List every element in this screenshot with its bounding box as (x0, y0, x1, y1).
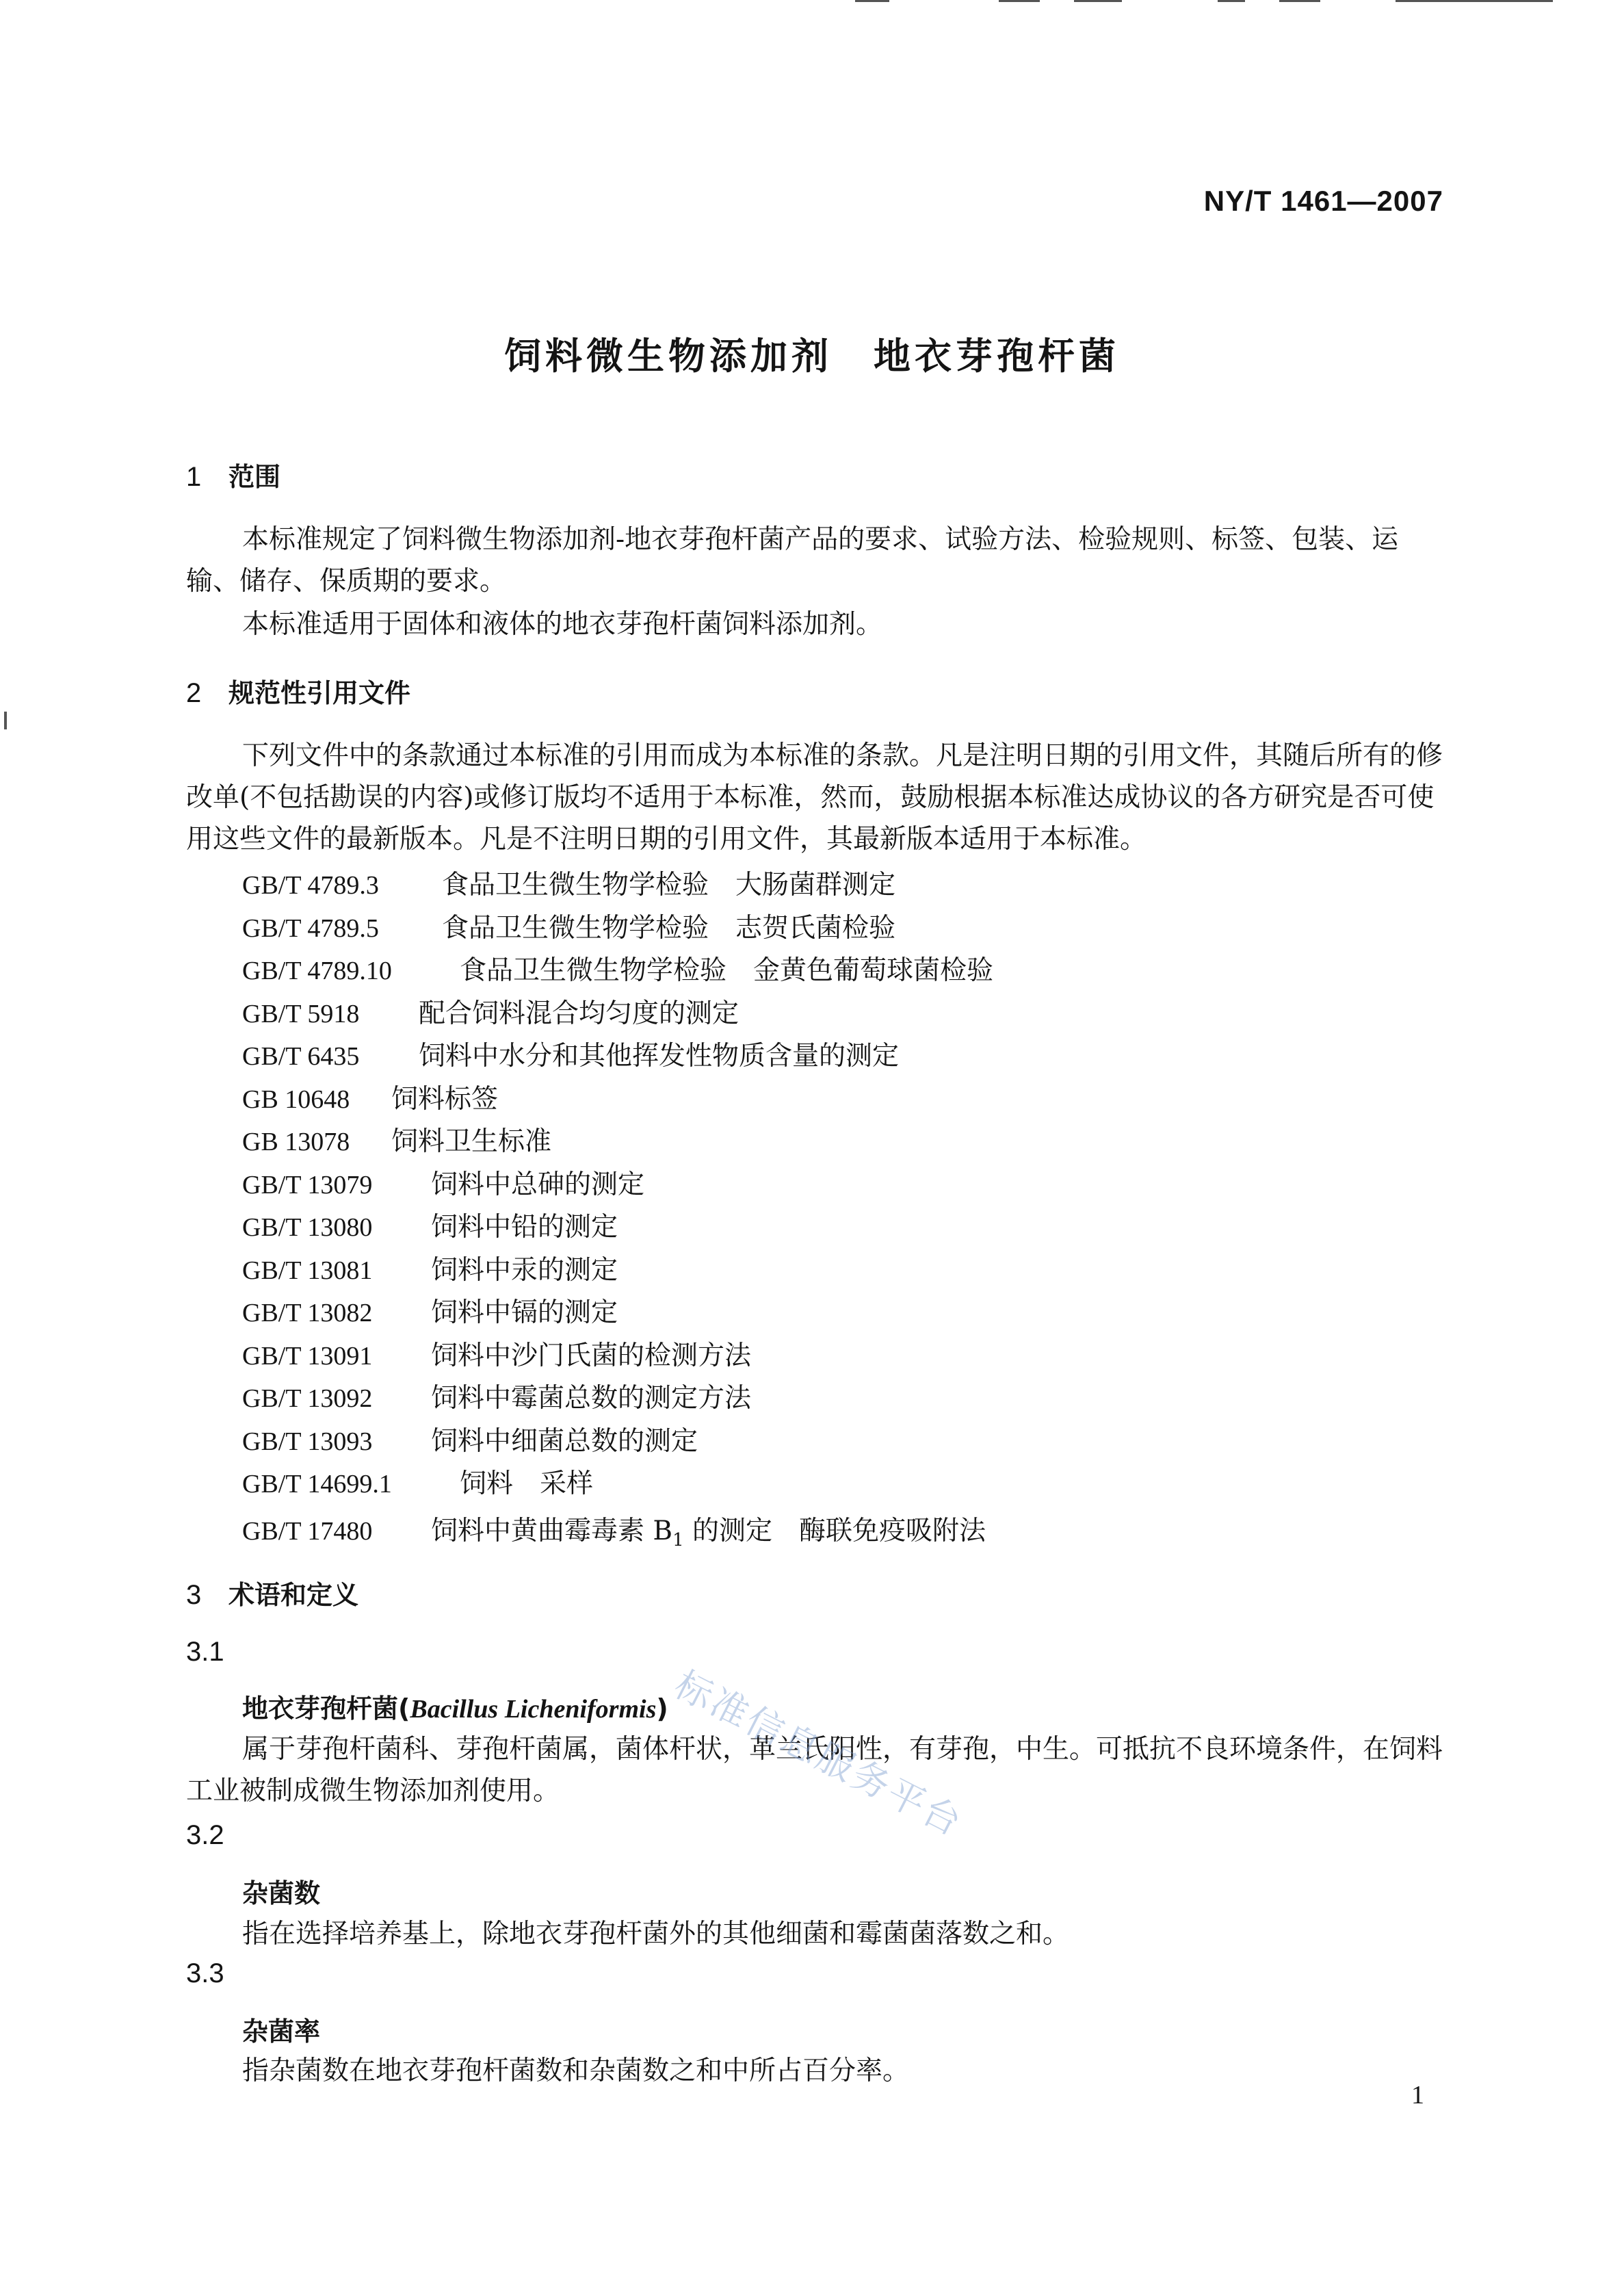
clause-number: 3.2 (186, 1820, 224, 1850)
reference-title: 饲料中黄曲霉毒素 $B_1$ 的测定 酶联免疫吸附法 (431, 1516, 986, 1550)
scan-artifact (1279, 0, 1320, 2)
section-1-paragraph: 本标准规定了饲料微生物添加剂-地衣芽孢杆菌产品的要求、试验方法、检验规则、标签、包装、运输、储存、保质期的要求。 (186, 524, 1399, 597)
reference-code: GB/T 14699.1 (242, 1470, 392, 1498)
reference-item (242, 1334, 751, 1373)
section-title: 规范性引用文件 (228, 678, 411, 708)
reference-code: GB/T 13082 (242, 1299, 373, 1327)
document-title: 饲料微生物添加剂 地衣芽孢杆菌 (504, 335, 1120, 378)
section-2-paragraph: 下列文件中的条款通过本标准的引用而成为本标准的条款。凡是注明日期的引用文件，其随后所有的修改单(不包括勘误的内容)或修订版均不适用于本标准，然而，鼓励根据本标准达成协议的各方研究是否可使用这些文件的最新版本。凡是不注明日期的引用文件，其最新版本适用于本标准。 (186, 740, 1443, 855)
reference-title: 饲料 采样 (460, 1468, 594, 1499)
reference-item (242, 1078, 498, 1116)
reference-title: 食品卫生微生物学检验 志贺氏菌检验 (442, 912, 896, 944)
scan-artifact (1074, 0, 1122, 2)
reference-item (242, 1035, 899, 1073)
reference-code: GB/T 4789.10 (242, 957, 392, 985)
scan-artifact (4, 712, 7, 729)
reference-item (242, 1509, 986, 1550)
reference-item (242, 1462, 593, 1501)
section-title: 范围 (228, 462, 281, 492)
reference-title: 饲料卫生标准 (391, 1126, 552, 1157)
reference-code: GB/T 6435 (242, 1042, 360, 1071)
reference-item (242, 1206, 618, 1244)
section-1-heading (186, 456, 280, 493)
reference-title: 饲料中铅的测定 (431, 1212, 618, 1243)
section-number: 3 (186, 1580, 202, 1610)
section-1-paragraph: 本标准适用于固体和液体的地衣芽孢杆菌饲料添加剂。 (242, 609, 883, 640)
reference-code: GB/T 13079 (242, 1170, 373, 1199)
reference-title: 饲料中霉菌总数的测定方法 (431, 1383, 752, 1414)
section-3-heading (186, 1574, 358, 1611)
term-definition: 指在选择培养基上，除地衣芽孢杆菌外的其他细菌和霉菌菌落数之和。 (242, 1919, 1070, 1949)
reference-item (242, 1377, 751, 1415)
reference-code: GB/T 13091 (242, 1341, 373, 1371)
reference-title: 饲料中沙门氏菌的检测方法 (431, 1340, 752, 1371)
reference-title: 饲料标签 (391, 1083, 499, 1115)
scan-artifact (1218, 0, 1245, 2)
term-name: 杂菌数 (242, 1878, 321, 1908)
reference-code: GB 13078 (242, 1128, 350, 1156)
reference-title: 配合饲料混合均匀度的测定 (419, 998, 739, 1029)
reference-code: GB/T 13092 (242, 1384, 373, 1413)
term-name: 地衣芽孢杆菌(Bacillus Licheniformis) (242, 1693, 668, 1724)
reference-code: GB/T 13081 (242, 1256, 373, 1285)
reference-code: GB/T 5918 (242, 999, 360, 1028)
reference-item (242, 1120, 551, 1158)
term-definition: 属于芽孢杆菌科、芽孢杆菌属，菌体杆状，革兰氏阳性，有芽孢，中生。可抵抗不良环境条件，在饲料工业被制成微生物添加剂使用。 (186, 1734, 1443, 1806)
reference-code: GB/T 4789.5 (242, 913, 379, 943)
reference-item (242, 1291, 618, 1329)
section-title: 术语和定义 (228, 1580, 359, 1610)
scan-artifact (855, 0, 889, 2)
document-code: NY/T 1461—2007 (1203, 185, 1443, 217)
reference-code: GB/T 13093 (242, 1427, 373, 1456)
reference-title: 饲料中汞的测定 (431, 1254, 618, 1286)
section-number: 1 (186, 462, 202, 492)
section-number: 2 (186, 678, 202, 708)
reference-title: 食品卫生微生物学检验 大肠菌群测定 (442, 870, 896, 900)
reference-title: 饲料中镉的测定 (431, 1297, 618, 1328)
reference-title: 饲料中细菌总数的测定 (431, 1425, 698, 1457)
watermark: 标准信息服务平台 (668, 1662, 971, 1845)
clause-number: 3.1 (186, 1637, 224, 1667)
reference-code: GB/T 13080 (242, 1213, 373, 1242)
clause-number: 3.3 (186, 1958, 224, 1988)
page-number: 1 (1411, 2081, 1424, 2110)
reference-item (242, 949, 993, 987)
term-name: 杂菌率 (242, 2016, 321, 2047)
section-2-heading (186, 672, 410, 710)
reference-item (242, 1249, 618, 1287)
scan-artifact (1396, 0, 1553, 2)
reference-title: 食品卫生微生物学检验 金黄色葡萄球菌检验 (460, 955, 994, 986)
reference-item (242, 907, 895, 945)
reference-code: GB 10648 (242, 1085, 350, 1114)
reference-item (242, 992, 739, 1030)
reference-item (242, 864, 895, 902)
term-definition: 指杂菌数在地衣芽孢杆菌数和杂菌数之和中所占百分率。 (242, 2055, 910, 2086)
reference-title: 饲料中总砷的测定 (431, 1169, 645, 1200)
reference-title: 饲料中水分和其他挥发性物质含量的测定 (419, 1041, 900, 1072)
term-latin-name: Bacillus Licheniformis (410, 1695, 657, 1724)
reference-item (242, 1420, 698, 1458)
reference-item (242, 1163, 644, 1202)
scan-artifact (999, 0, 1040, 2)
reference-code: GB/T 4789.3 (242, 871, 379, 900)
reference-code: GB/T 17480 (242, 1517, 373, 1546)
